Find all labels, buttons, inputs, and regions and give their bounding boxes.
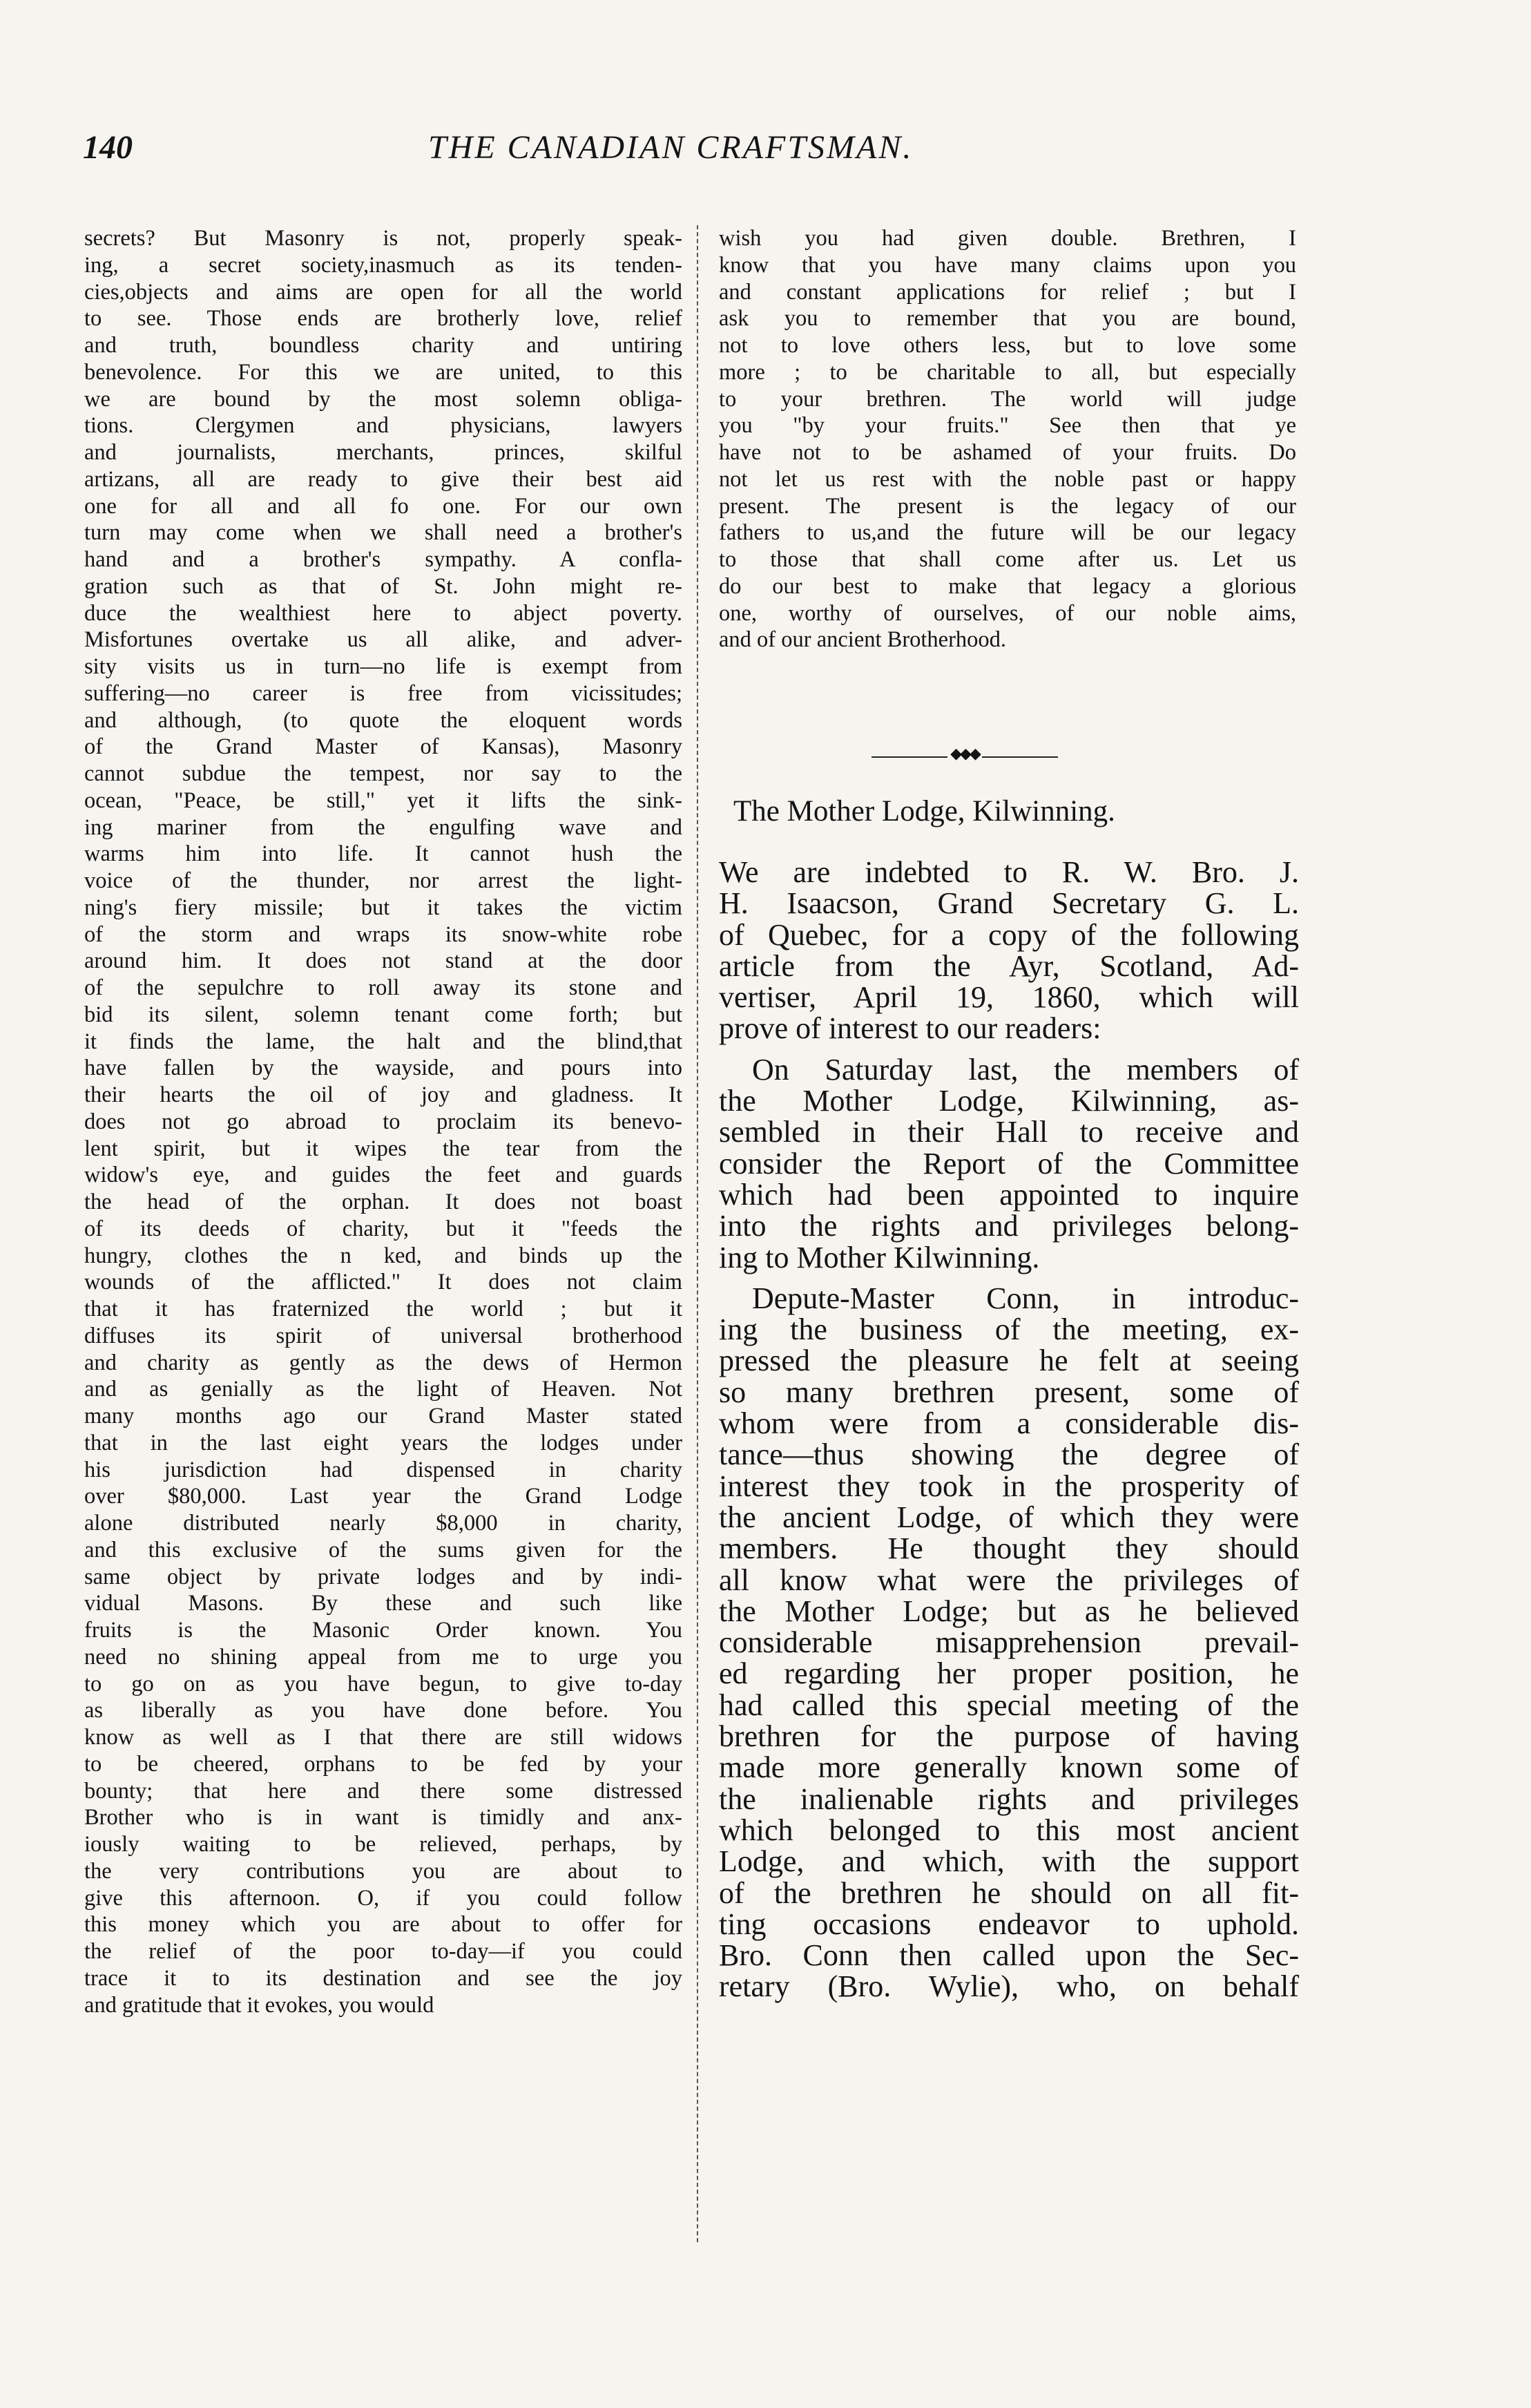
article-paragraph [719,1054,1299,1273]
text-line: vidual Masons. By these and such like [84,1591,682,1616]
text-line: cannot subdue the tempest, nor say to the [84,761,682,786]
text-line: the head of the orphan. It does not boast [84,1189,682,1214]
text-line: vertiser, April 19, 1860, which will [719,980,1299,1015]
text-line: the inalienable rights and privileges [719,1781,1299,1816]
text-line: We are indebted to R. W. Bro. J. [719,855,1299,889]
text-line: and of our ancient Brotherhood. [719,627,1007,653]
text-line: duce the wealthiest here to abject poverty. [84,600,682,626]
text-line: to see. Those ends are brotherly love, relief [84,306,682,332]
text-line: iously waiting to be relieved, perhaps, by [84,1832,682,1857]
text-line: prove of interest to our readers: [719,1011,1101,1046]
text-line: Misfortunes overtake us all alike, and adver- [84,627,682,653]
text-line: artizans, all are ready to give their best aid [84,466,682,492]
text-line: to those that shall come after us. Let us [719,547,1296,572]
section-ornament [872,745,1058,763]
text-line: sembled in their Hall to receive and [719,1115,1299,1149]
text-line: one, worthy of ourselves, of our noble aims, [719,600,1296,626]
text-line: and although, (to quote the eloquent words [84,707,682,733]
text-line: many months ago our Grand Master stated [84,1404,682,1428]
text-line: considerable misapprehension prevail- [719,1625,1299,1660]
text-line: wounds of the afflicted." It does not claim [84,1270,682,1295]
text-line: and constant applications for relief ; but I [719,279,1296,305]
text-line: to go on as you have begun, to give to-day [84,1671,682,1697]
right-column-article [719,857,1299,2003]
page-header [83,128,1271,184]
text-line: of its deeds of charity, but it "feeds the [84,1216,682,1241]
text-line: their hearts the oil of joy and gladness. It [84,1082,682,1107]
text-line: Bro. Conn then called upon the Sec- [719,1938,1299,1973]
running-title: THE CANADIAN CRAFTSMAN. [428,129,914,166]
text-line: so many brethren present, some of [719,1375,1299,1409]
text-line: the very contributions you are about to [84,1858,682,1884]
text-line: diffuses its spirit of universal brotherhood [84,1323,682,1348]
text-line: that it has fraternized the world ; but it [84,1297,682,1321]
text-line: On Saturday last, the members of [752,1052,1299,1087]
text-line: Depute-Master Conn, in introduc- [752,1281,1299,1315]
text-line: know as well as I that there are still widows [84,1725,682,1750]
text-line: it finds the lame, the halt and the blind,that [84,1029,682,1054]
text-line: ing the business of the meeting, ex- [719,1312,1299,1347]
text-line: same object by private lodges and by indi- [84,1564,682,1589]
text-line: we are bound by the most solemn obliga- [84,386,682,412]
text-line: bid its silent, solemn tenant come forth; but [84,1002,682,1027]
text-line: know that you have many claims upon you [719,252,1296,278]
text-line: of Quebec, for a copy of the following [719,917,1299,952]
text-line: this money which you are about to offer for [84,1912,682,1938]
text-line: ning's fiery missile; but it takes the victim [84,895,682,920]
text-line: not to love others less, but to love some [719,333,1296,358]
text-line: and as genially as the light of Heaven. Not [84,1377,682,1402]
text-line: consider the Report of the Committee [719,1146,1299,1181]
right-column-top [719,225,1296,653]
text-line: ting occasions endeavor to uphold. [719,1907,1299,1941]
text-line: fruits is the Masonic Order known. You [84,1618,682,1643]
text-line: bounty; that here and there some distressed [84,1778,682,1804]
ornament-rule-left [872,756,947,758]
text-line: tance—thus showing the degree of [719,1437,1299,1472]
text-line: voice of the thunder, nor arrest the light- [84,868,682,893]
text-line: and gratitude that it evokes, you would [84,1992,434,2018]
text-line: do our best to make that legacy a glorious [719,573,1296,599]
text-line: give this afternoon. O, if you could follow [84,1885,682,1911]
text-line: widow's eye, and guides the feet and guards [84,1163,682,1188]
text-line: which belonged to this most ancient [719,1813,1299,1847]
ornament-diamonds: ◆◆◆ [950,745,979,762]
text-line: hungry, clothes the n ked, and binds up the [84,1243,682,1268]
text-line: that in the last eight years the lodges under [84,1430,682,1455]
text-line: and charity as gently as the dews of Hermon [84,1350,682,1375]
text-line: H. Isaacson, Grand Secretary G. L. [719,886,1299,921]
text-line: of the sepulchre to roll away its stone and [84,975,682,1000]
section-heading: The Mother Lodge, Kilwinning. [733,795,1115,828]
text-line: and this exclusive of the sums given for the [84,1537,682,1563]
text-line: the relief of the poor to-day—if you could [84,1939,682,1964]
text-line: of the storm and wraps its snow-white robe [84,921,682,947]
text-line: need no shining appeal from me to urge you [84,1644,682,1670]
text-line: ocean, "Peace, be still," yet it lifts the sink- [84,787,682,813]
text-line: the Mother Lodge; but as he believed [719,1594,1299,1628]
text-line: his jurisdiction had dispensed in charity [84,1457,682,1482]
text-line: you "by your fruits." See then that ye [719,413,1296,439]
article-paragraph [719,857,1299,1044]
text-line: turn may come when we shall need a brother's [84,520,682,546]
text-line: as liberally as you have done before. You [84,1698,682,1723]
text-line: gration such as that of St. John might re- [84,573,682,599]
text-line: of the brethren he should on all fit- [719,1875,1299,1910]
text-line: secrets? But Masonry is not, properly speak- [84,226,682,251]
text-line: over $80,000. Last year the Grand Lodge [84,1484,682,1509]
text-line: the ancient Lodge, of which they were [719,1500,1299,1534]
text-line: all know what were the privileges of [719,1563,1299,1597]
text-line: retary (Bro. Wylie), who, on behalf [719,1969,1299,2004]
text-line: ing, a secret society,inasmuch as its tenden- [84,252,682,278]
text-line: whom were from a considerable dis- [719,1406,1299,1441]
ornament-rule-right [982,756,1058,758]
text-line: not let us rest with the noble past or happy [719,466,1296,492]
text-line: have fallen by the wayside, and pours into [84,1055,682,1081]
text-line: suffering—no career is free from vicissitudes; [84,680,682,706]
text-line: pressed the pleasure he felt at seeing [719,1344,1299,1378]
text-line: does not go abroad to proclaim its benevo- [84,1109,682,1134]
text-line: present. The present is the legacy of our [719,493,1296,519]
text-line: wish you had given double. Brethren, I [719,226,1296,251]
text-line: to be cheered, orphans to be fed by your [84,1751,682,1777]
text-line: warms him into life. It cannot hush the [84,841,682,867]
text-line: Brother who is in want is timidly and anx- [84,1805,682,1831]
text-line: lent spirit, but it wipes the tear from the [84,1136,682,1161]
text-line: around him. It does not stand at the door [84,948,682,974]
text-line: ing mariner from the engulfing wave and [84,814,682,840]
text-line: ed regarding her proper position, he [719,1656,1299,1691]
text-line: and journalists, merchants, princes, skilful [84,440,682,465]
left-column [84,225,682,2018]
text-line: to your brethren. The world will judge [719,386,1296,412]
text-line: article from the Ayr, Scotland, Ad- [719,948,1299,983]
text-line: made more generally known some of [719,1750,1299,1785]
text-line: ask you to remember that you are bound, [719,306,1296,332]
text-line: more ; to be charitable to all, but especially [719,359,1296,385]
text-line: Lodge, and which, with the support [719,1844,1299,1879]
text-line: cies,objects and aims are open for all the world [84,279,682,305]
text-line: brethren for the purpose of having [719,1719,1299,1754]
text-line: into the rights and privileges belong- [719,1209,1299,1243]
text-line: which had been appointed to inquire [719,1177,1299,1212]
text-line: members. He thought they should [719,1531,1299,1566]
text-line: fathers to us,and the future will be our legacy [719,520,1296,546]
text-line: tions. Clergymen and physicians, lawyers [84,413,682,439]
text-line: and truth, boundless charity and untiring [84,333,682,358]
page-number: 140 [83,129,133,166]
text-line: ing to Mother Kilwinning. [719,1240,1040,1274]
text-line: the Mother Lodge, Kilwinning, as- [719,1084,1299,1118]
text-line: sity visits us in turn—no life is exempt from [84,654,682,679]
text-line: interest they took in the prosperity of [719,1469,1299,1503]
article-paragraph [719,1283,1299,2003]
text-line: of the Grand Master of Kansas), Masonry [84,734,682,760]
text-line: trace it to its destination and see the joy [84,1965,682,1991]
text-line: alone distributed nearly $8,000 in charity, [84,1511,682,1536]
text-line: one for all and all fo one. For our own [84,493,682,519]
column-divider [697,225,698,2242]
text-line: have not to be ashamed of your fruits. Do [719,440,1296,465]
text-line: benevolence. For this we are united, to this [84,359,682,385]
text-line: had called this special meeting of the [719,1688,1299,1722]
text-line: hand and a brother's sympathy. A confla- [84,547,682,572]
